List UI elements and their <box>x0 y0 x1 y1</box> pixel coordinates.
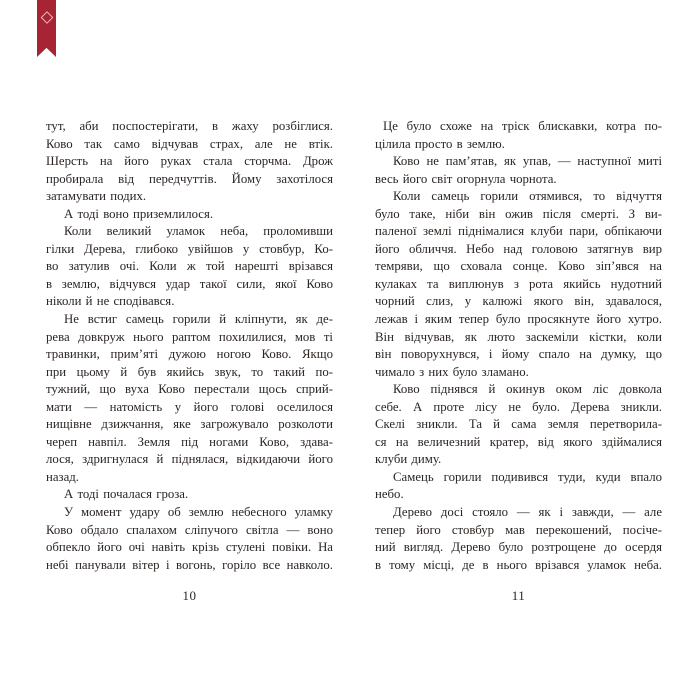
text-line: Ково так само відчував страх, але не втік. <box>46 136 333 151</box>
text-line: тужний, що вуха Ково перестали щось сприй- <box>46 382 333 397</box>
text-line: весь його світ огорнула чорнота. <box>375 171 557 186</box>
text-line: У момент удару об землю небесного уламку <box>64 505 333 520</box>
text-line: А тоді воно приземлилося. <box>64 206 214 221</box>
text-line: в тому місці, де в нього врізався уламок неба. <box>375 557 662 572</box>
text-line: затамувати подих. <box>46 189 147 204</box>
text-line: небо. <box>375 487 404 502</box>
text-line: нищівне дзижчання, яке загрожувало розколоти <box>46 417 333 432</box>
left-page-text <box>46 118 333 574</box>
text-line: тепер його стовбур мав перекошений, посіче- <box>375 522 662 537</box>
text-line: лежав і яким тепер було просякнуте його хутро. <box>375 312 662 327</box>
text-line: ніколи й не сподівався. <box>46 294 175 309</box>
right-page-text <box>375 118 662 574</box>
text-line: ний вигляд. Дерево було розтрощене до осердя <box>375 540 662 555</box>
text-line: рева довкруж нього раптом похилилися, мов ті <box>46 329 333 344</box>
text-line: во затулив очі. Коли ж той нарешті врізався <box>46 259 333 274</box>
bookmark-ribbon <box>37 0 56 57</box>
text-line: цілила просто в землю. <box>375 136 505 151</box>
text-line: Ково не пам’ятав, як упав, — наступної миті <box>393 154 662 169</box>
text-line: при цьому й був якийсь звук, то такий по- <box>46 364 333 379</box>
page-number: 11 <box>511 588 526 604</box>
text-line: череп навпіл. Земля під ногами Ково, здава- <box>46 434 333 449</box>
text-line: Не встиг самець горили й кліпнути, як де- <box>64 312 333 327</box>
text-line: Ково обдало спалахом сліпучого світла — воно <box>46 522 333 537</box>
page-number: 10 <box>182 588 197 604</box>
text-line: мати — натомість у його голові оселилося <box>46 399 333 414</box>
text-line: його обличчя. Небо над головою затягнув вир <box>375 241 662 256</box>
diamond-icon <box>40 11 53 24</box>
text-line: в землю, відчувся удар такої сили, якої Ково <box>46 276 333 291</box>
text-line: себе. А проте лісу не було. Дерева зникли. <box>375 399 662 414</box>
text-line: тут, аби поспостерігати, в жаху розбіглися. <box>46 119 333 133</box>
text-line: клуби диму. <box>375 452 442 467</box>
text-line: Ково піднявся й окинув оком ліс довкола <box>393 382 662 397</box>
text-line: Коли самець горили отямився, то відчуття <box>393 189 662 204</box>
text-line: Самець горили подивився туди, куди впало <box>393 469 662 484</box>
text-line: Дерево досі стояло — як і завжди, — але <box>393 505 662 520</box>
left-page <box>46 118 333 604</box>
text-line: Він відчував, як люто заскеміли кістки, коли <box>375 329 662 344</box>
text-line: А тоді почалася гроза. <box>64 487 189 502</box>
text-line: травинки, прим’яті дужою ногою Ково. Якщо <box>46 347 333 362</box>
text-line: він поворухнувся, і йому спало на думку, що <box>375 347 662 362</box>
text-line: назад. <box>46 469 79 484</box>
text-line: чорний слиз, у калюжі якого він, здавалося, <box>375 294 662 309</box>
text-line: ся на величезний кратер, від якого здіймалися <box>375 434 662 449</box>
text-line: Скелі зникли. Та й сама земля перетворила- <box>375 417 662 432</box>
text-line: було таке, ніби він ожив після смерті. З ви- <box>375 206 662 221</box>
text-line: лося, здригнулася й піднялася, відкидаючи його <box>46 452 333 467</box>
text-line: темряви, що сховала сонце. Ково зіп’явся на <box>375 259 662 274</box>
text-line: небі панували вітер і вогонь, горіло все навколо. <box>46 557 333 572</box>
text-line: кулаках та виплюнув з рота якийсь нудотний <box>375 276 662 291</box>
text-line: обпекло його очі навіть крізь стулені повіки. На <box>46 540 333 555</box>
text-line: Шерсть на його руках стала сторчма. Дрож <box>46 154 333 169</box>
text-line: чимало з них було зламано. <box>375 364 529 379</box>
text-line: Коли великий уламок неба, проломивши <box>64 224 333 239</box>
text-line: пробирала від передчуттів. Йому захотілося <box>46 171 333 186</box>
text-line: Це було схоже на тріск блискавки, котра по- <box>383 119 662 133</box>
right-page <box>375 118 662 604</box>
text-line: паленої землі піднімалися клуби пари, обпікаючи <box>375 224 662 239</box>
text-line: гілки Дерева, глибоко увійшов у стовбур, Ко- <box>46 241 333 256</box>
